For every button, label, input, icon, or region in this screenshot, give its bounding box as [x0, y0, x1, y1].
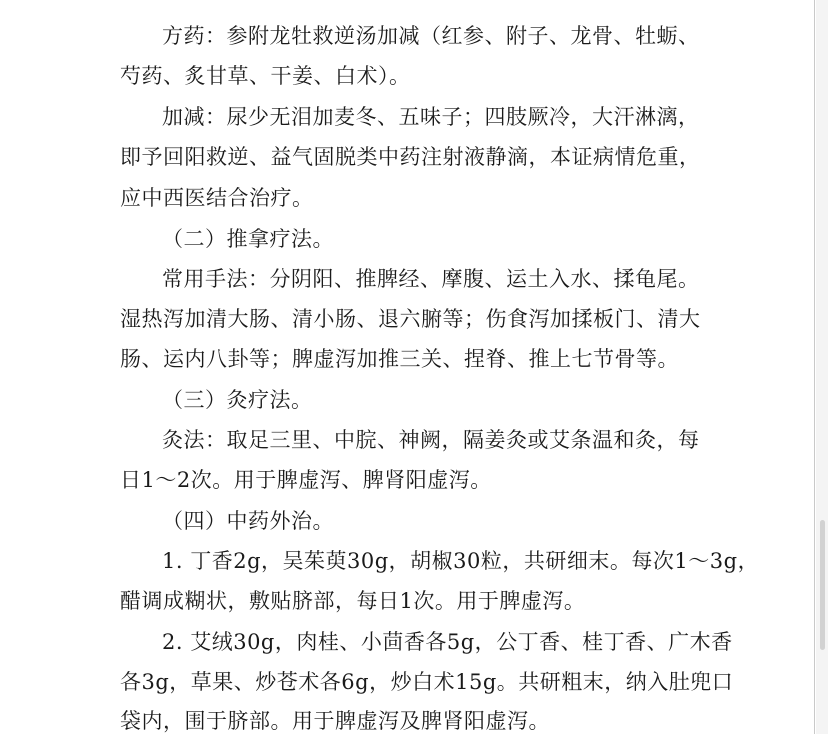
section-heading: （二）推拿疗法。: [162, 227, 334, 251]
text-line: 醋调成糊状，敷贴脐部，每日1次。用于脾虚泻。: [120, 589, 586, 613]
vertical-scrollbar[interactable]: [816, 0, 828, 734]
page-edge-divider: [814, 0, 815, 734]
text-line: 日1～2次。用于脾虚泻、脾肾阳虚泻。: [120, 468, 492, 492]
text-line: 常用手法：分阴阳、推脾经、摩腹、运土入水、揉龟尾。: [162, 267, 700, 291]
text-line: 芍药、炙甘草、干姜、白术）。: [120, 64, 411, 88]
text-line: 即予回阳救逆、益气固脱类中药注射液静滴，本证病情危重，: [120, 145, 701, 169]
text-line: 方药：参附龙牡救逆汤加减（红参、附子、龙骨、牡蛎、: [162, 24, 700, 48]
text-line: 湿热泻加清大肠、清小肠、退六腑等；伤食泻加揉板门、清大: [120, 307, 701, 331]
text-line: 加减：尿少无泪加麦冬、五味子；四肢厥冷，大汗淋漓，: [162, 105, 700, 129]
section-heading: （三）灸疗法。: [162, 388, 313, 412]
text-line: 1. 丁香2g，吴茱萸30g，胡椒30粒，共研细末。每次1～3g，: [162, 549, 760, 573]
section-heading: （四）中药外治。: [162, 509, 334, 533]
text-line: 袋内，围于脐部。用于脾虚泻及脾肾阳虚泻。: [120, 709, 550, 733]
text-line: 肠、运内八卦等；脾虚泻加推三关、捏脊、推上七节骨等。: [120, 347, 679, 371]
text-line: 灸法：取足三里、中脘、神阙，隔姜灸或艾条温和灸，每: [162, 428, 700, 452]
text-line: 各3g，草果、炒苍术各6g，炒白术15g。共研粗末，纳入肚兜口: [120, 670, 734, 694]
text-line: 应中西医结合治疗。: [120, 186, 314, 210]
scrollbar-thumb[interactable]: [820, 520, 825, 650]
text-line: 2. 艾绒30g，肉桂、小茴香各5g，公丁香、桂丁香、广木香: [162, 630, 733, 654]
